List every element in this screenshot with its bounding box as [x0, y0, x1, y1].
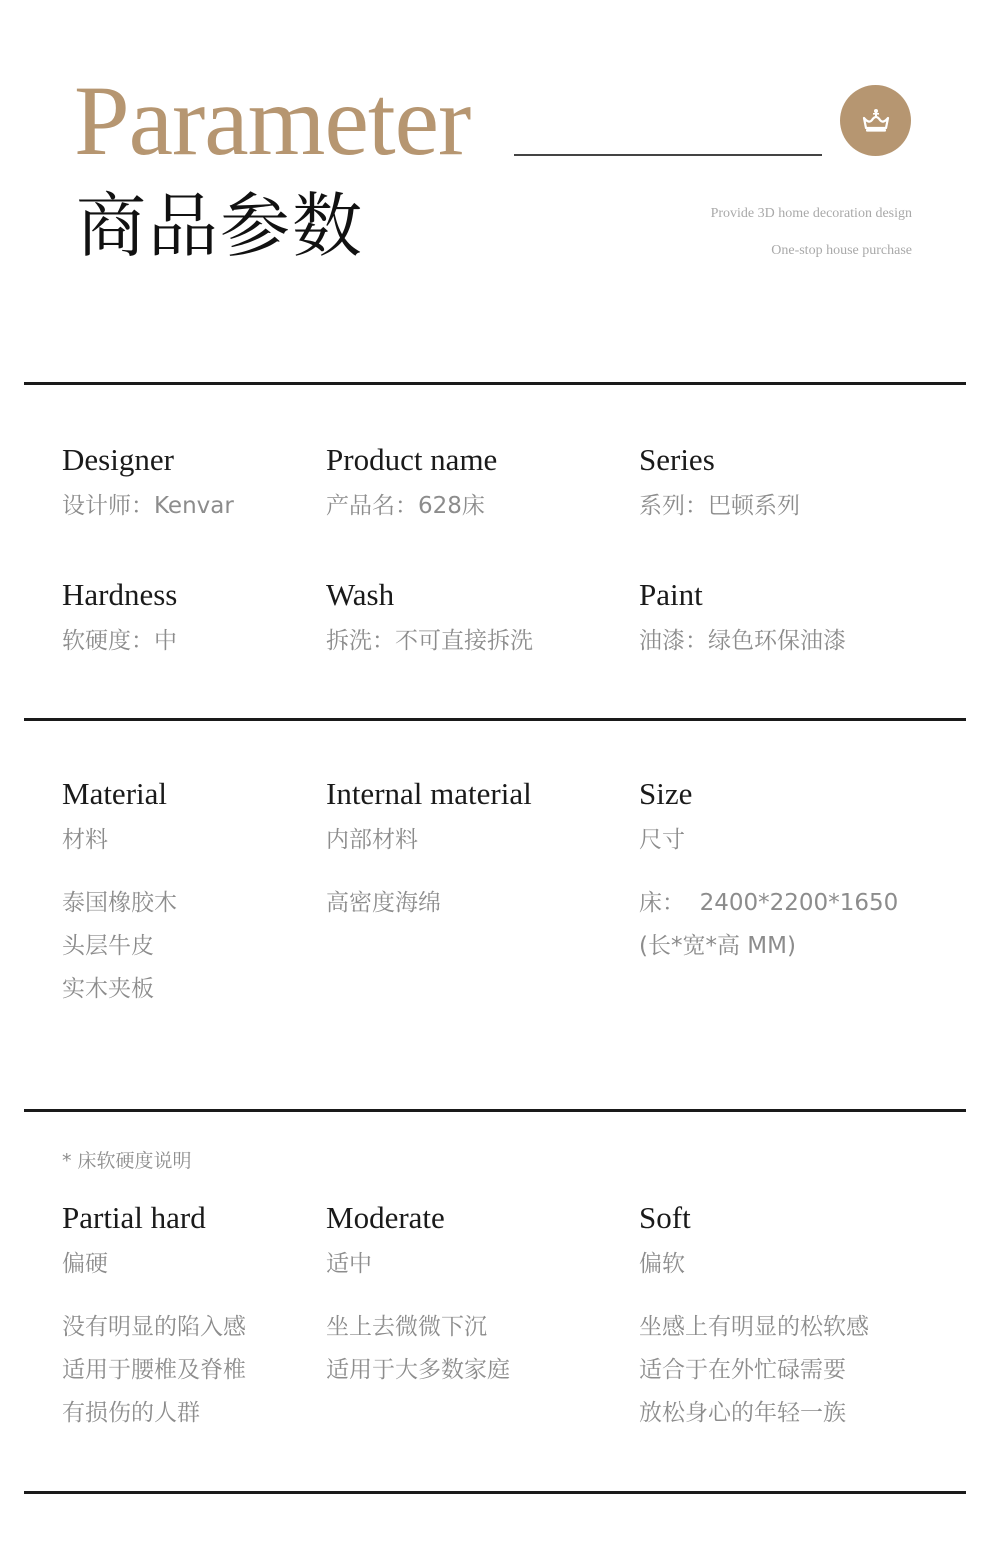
param-label: Product name: [326, 442, 498, 477]
param-value: 油漆：绿色环保油漆: [639, 628, 846, 654]
material-line: 泰国橡胶木: [62, 890, 177, 916]
material-line: 头层牛皮: [62, 933, 154, 959]
hardness-line: 适用于腰椎及脊椎: [62, 1357, 246, 1383]
hardness-line: 坐上去微微下沉: [326, 1314, 487, 1340]
param-label: Wash: [326, 577, 395, 612]
section-divider: [24, 1491, 966, 1494]
tagline-design: Provide 3D home decoration design: [710, 206, 912, 221]
hardness-label: Partial hard: [62, 1200, 206, 1235]
param-value: 软硬度：中: [62, 628, 177, 654]
title-divider: [514, 154, 822, 156]
param-series: [639, 442, 800, 521]
crown-icon: [861, 108, 891, 134]
param-label: Designer: [62, 442, 174, 477]
size-sub: 尺寸: [639, 827, 685, 853]
material-block: [62, 776, 177, 1017]
hardness-line: 没有明显的陷入感: [62, 1314, 246, 1340]
size-label: Size: [639, 776, 693, 811]
param-value: 系列：巴顿系列: [639, 493, 800, 519]
hardness-sub: 适中: [326, 1251, 372, 1277]
internal-material-line: 高密度海绵: [326, 890, 441, 916]
param-label: Series: [639, 442, 715, 477]
param-wash: [326, 577, 533, 656]
param-label: Paint: [639, 577, 703, 612]
section-divider: [24, 718, 966, 721]
hardness-sub: 偏硬: [62, 1251, 108, 1277]
material-label: Material: [62, 776, 168, 811]
param-value: 设计师：Kenvar: [62, 493, 234, 519]
page-title-cn: 商品参数: [76, 185, 364, 267]
hardness-line: 有损伤的人群: [62, 1400, 200, 1426]
hardness-line: 坐感上有明显的松软感: [639, 1314, 869, 1340]
param-designer: [62, 442, 234, 521]
hardness-label: Moderate: [326, 1200, 445, 1235]
section-divider: [24, 1109, 966, 1112]
material-sub: 材料: [62, 827, 108, 853]
internal-material-label: Internal material: [326, 776, 532, 811]
internal-material-block: [326, 776, 532, 931]
hardness-partial-hard: [62, 1200, 246, 1441]
tagline-purchase: One-stop house purchase: [771, 243, 912, 258]
hardness-line: 适用于大多数家庭: [326, 1357, 510, 1383]
hardness-line: 适合于在外忙碌需要: [639, 1357, 846, 1383]
param-paint: [639, 577, 846, 656]
hardness-label: Soft: [639, 1200, 691, 1235]
crown-badge: [840, 85, 911, 156]
hardness-soft: [639, 1200, 869, 1441]
page-title-en: Parameter: [74, 65, 471, 176]
hardness-sub: 偏软: [639, 1251, 685, 1277]
internal-material-sub: 内部材料: [326, 827, 418, 853]
size-block: [639, 776, 898, 974]
hardness-note: * 床软硬度说明: [62, 1150, 192, 1172]
param-hardness: [62, 577, 177, 656]
material-line: 实木夹板: [62, 976, 154, 1002]
hardness-moderate: [326, 1200, 510, 1398]
param-value: 拆洗：不可直接拆洗: [326, 628, 533, 654]
size-line: (长*宽*高 MM): [639, 933, 796, 959]
param-label: Hardness: [62, 577, 178, 612]
param-value: 产品名：628床: [326, 493, 485, 519]
hardness-line: 放松身心的年轻一族: [639, 1400, 846, 1426]
section-divider: [24, 382, 966, 385]
size-line: 床： 2400*2200*1650: [639, 890, 899, 916]
param-product-name: [326, 442, 497, 521]
